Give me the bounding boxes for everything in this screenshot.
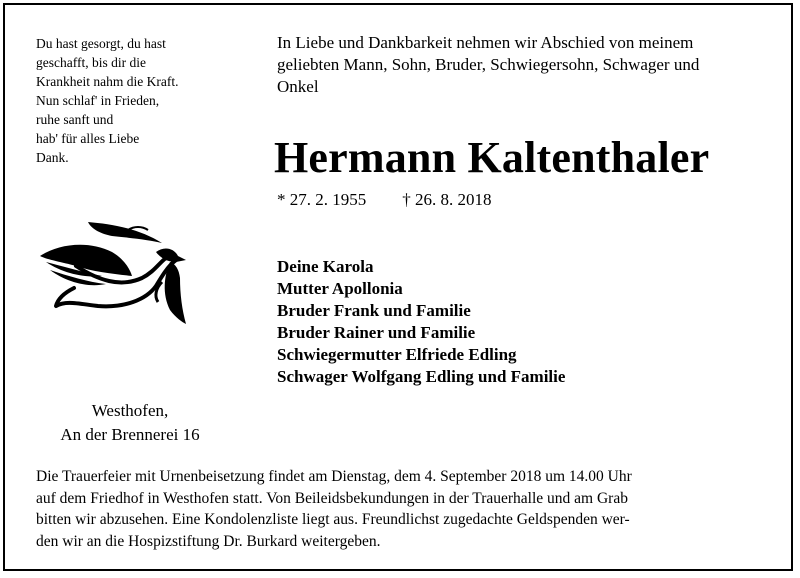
poem-line: Du hast gesorgt, du hast [36,36,166,51]
mourner-line: Schwager Wolfgang Edling und Familie [277,367,566,386]
notice-line: auf dem Friedhof in Westhofen statt. Von Beileidsbekundungen in der Trauerhalle und am Grab [36,489,628,507]
mourner-line: Deine Karola [277,257,374,276]
intro-line: Onkel [277,77,319,96]
poem-line: Nun schlaf' in Frieden, [36,93,160,108]
deceased-name: Hermann Kaltenthaler [274,133,710,182]
intro-line: geliebten Mann, Sohn, Bruder, Schwiegersohn, Schwager und [277,55,700,74]
funeral-notice [36,466,766,552]
notice-line: bitten wir abzusehen. Eine Kondolenzliste liegt aus. Freundlichst zugedachte Geldspenden wer- [36,511,630,528]
life-dates [277,190,492,210]
mourner-line: Mutter Apollonia [277,279,403,298]
poem-line: Krankheit nahm die Kraft. [36,74,179,89]
intro-line: In Liebe und Dankbarkeit nehmen wir Abschied von meinem [277,33,694,52]
birth-date: * 27. 2. 1955 [277,190,367,209]
mourners-list [277,256,565,388]
intro-text [277,32,777,98]
poem-line: hab' für alles Liebe [36,131,140,146]
memorial-poem [36,34,236,167]
notice-line: Die Trauerfeier mit Urnenbeisetzung findet am Dienstag, dem 4. September 2018 um 14.00 Uhr [36,468,632,485]
poem-line: Dank. [36,150,69,165]
address-line-city: Westhofen, [91,401,169,420]
notice-line: den wir an die Hospizstiftung Dr. Burkard weitergeben. [36,532,381,550]
death-date: † 26. 8. 2018 [402,190,492,209]
family-address [30,399,230,447]
mourner-line: Bruder Frank und Familie [277,301,471,320]
mourner-line: Schwiegermutter Elfriede Edling [277,345,517,364]
dove-with-olive-branch-icon [36,214,190,326]
poem-line: geschafft, bis dir die [36,55,146,70]
mourner-line: Bruder Rainer und Familie [277,323,476,342]
address-line-street: An der Brennerei 16 [60,425,200,444]
poem-line: ruhe sanft und [36,112,114,127]
